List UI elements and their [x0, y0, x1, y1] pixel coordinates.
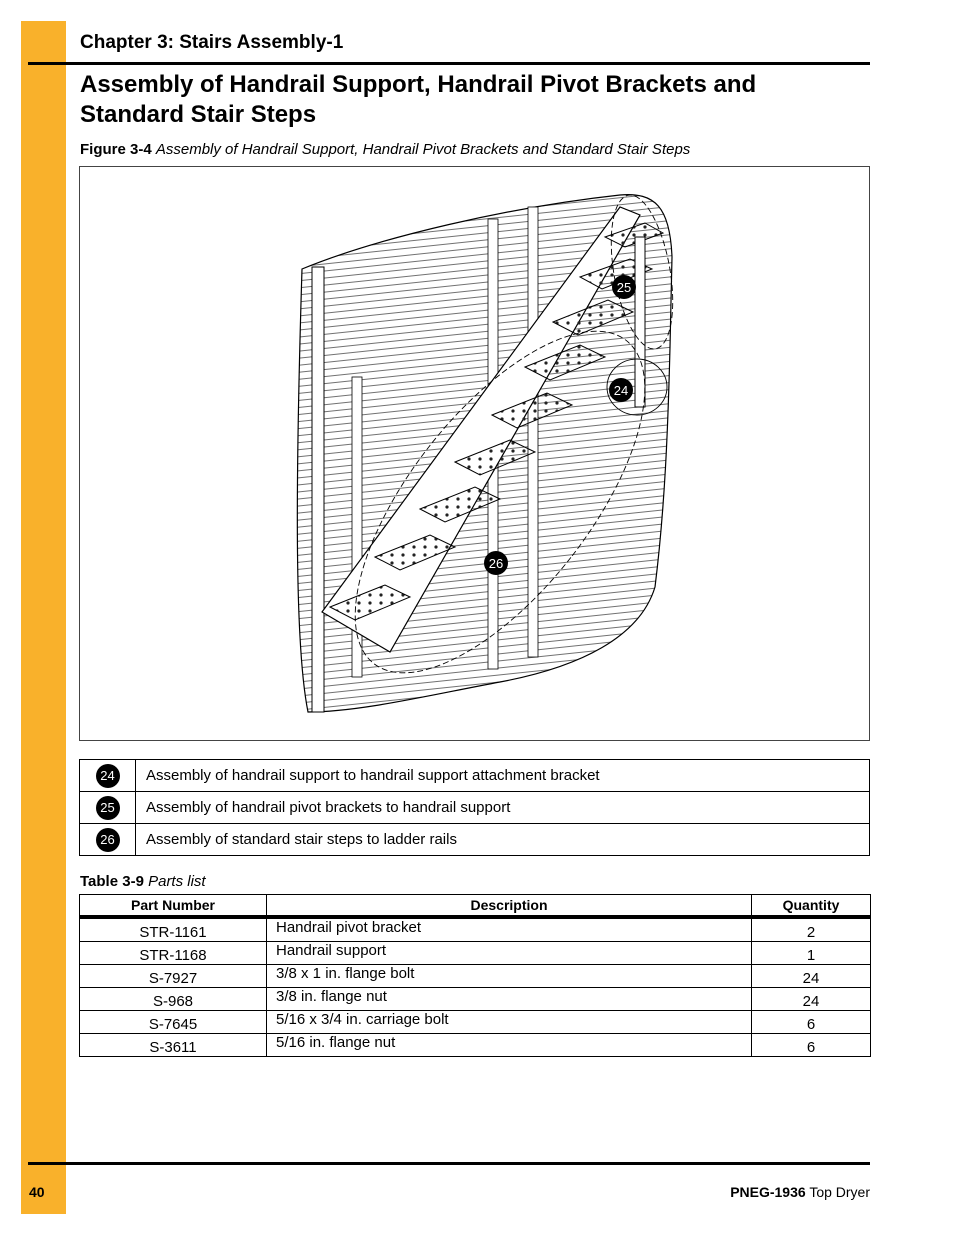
quantity-cell: 6 — [752, 1034, 871, 1057]
quantity-cell: 24 — [752, 965, 871, 988]
table-row — [80, 1034, 871, 1057]
callout-description: Assembly of handrail pivot brackets to handrail support — [136, 792, 870, 824]
table-row — [80, 965, 871, 988]
description-cell: Handrail support — [267, 942, 752, 965]
side-color-bar — [21, 21, 66, 1214]
table-row — [80, 917, 871, 942]
description-cell: 5/16 in. flange nut — [267, 1034, 752, 1057]
callout-number-badge: 24 — [96, 764, 120, 788]
description-cell: 3/8 x 1 in. flange bolt — [267, 965, 752, 988]
table-header-row — [80, 895, 871, 918]
callout-badge-25 — [612, 275, 636, 299]
callout-number-badge: 26 — [96, 828, 120, 852]
header-description: Description — [267, 895, 752, 918]
quantity-cell: 24 — [752, 988, 871, 1011]
callout-24-label: 24 — [613, 383, 629, 398]
part-number-cell: S-7645 — [80, 1011, 267, 1034]
vertical-channel — [528, 207, 538, 657]
callout-badge-24 — [609, 378, 633, 402]
stair-assembly-drawing — [80, 167, 869, 740]
description-cell: 5/16 x 3/4 in. carriage bolt — [267, 1011, 752, 1034]
figure-caption — [80, 141, 690, 158]
callout-legend-table — [79, 759, 870, 856]
callout-description: Assembly of handrail support to handrail support attachment bracket — [136, 760, 870, 792]
part-number-cell: S-3611 — [80, 1034, 267, 1057]
quantity-cell: 2 — [752, 917, 871, 942]
callout-row — [80, 792, 870, 824]
quantity-cell: 1 — [752, 942, 871, 965]
section-title: Assembly of Handrail Support, Handrail Pivot Brackets and Standard Stair Steps — [80, 71, 757, 128]
page-number: 40 — [29, 1184, 45, 1200]
header-quantity: Quantity — [752, 895, 871, 918]
part-number-cell: S-968 — [80, 988, 267, 1011]
callout-row — [80, 824, 870, 856]
part-number-cell: STR-1161 — [80, 917, 267, 942]
figure-caption-text: Assembly of Handrail Support, Handrail Pivot Brackets and Standard Stair Steps — [155, 141, 691, 158]
table-row — [80, 942, 871, 965]
table-caption-text: Parts list — [148, 873, 206, 890]
doc-name: Top Dryer — [809, 1184, 870, 1200]
callout-26-label: 26 — [488, 556, 504, 571]
footer-document-id — [730, 1184, 870, 1200]
chapter-title: Chapter 3: Stairs Assembly-1 — [80, 32, 344, 53]
callout-badge-26 — [484, 551, 508, 575]
callout-row — [80, 760, 870, 792]
table-label: Table 3-9 — [80, 873, 144, 890]
handrail-support — [635, 237, 645, 407]
part-number-cell: STR-1168 — [80, 942, 267, 965]
callout-25-label: 25 — [616, 280, 632, 295]
left-rail — [312, 267, 324, 712]
table-row — [80, 988, 871, 1011]
table-row — [80, 1011, 871, 1034]
description-cell: Handrail pivot bracket — [267, 917, 752, 942]
callout-number-badge: 25 — [96, 796, 120, 820]
assembly-figure — [79, 166, 870, 741]
footer-rule — [28, 1162, 870, 1165]
parts-list-table — [79, 894, 871, 1057]
doc-code: PNEG-1936 — [730, 1184, 806, 1200]
header-rule — [28, 62, 870, 65]
table-caption — [80, 873, 206, 890]
header-part-number: Part Number — [80, 895, 267, 918]
part-number-cell: S-7927 — [80, 965, 267, 988]
callout-description: Assembly of standard stair steps to ladder rails — [136, 824, 870, 856]
figure-label: Figure 3-4 — [80, 141, 152, 158]
quantity-cell: 6 — [752, 1011, 871, 1034]
description-cell: 3/8 in. flange nut — [267, 988, 752, 1011]
